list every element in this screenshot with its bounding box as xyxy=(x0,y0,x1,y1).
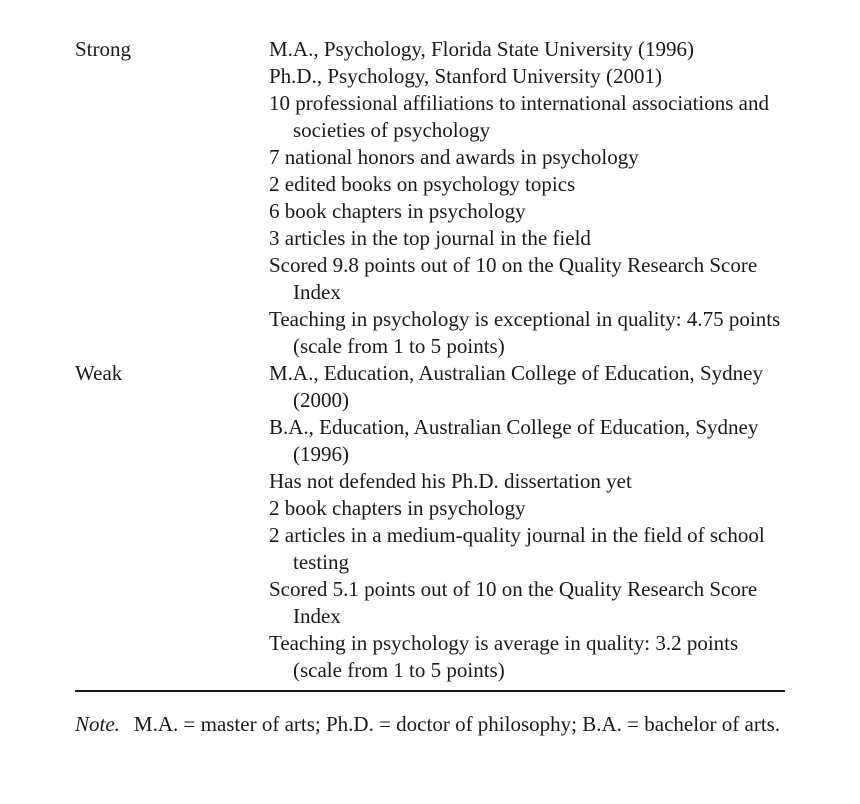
group-strong xyxy=(75,36,785,360)
list-item: 7 national honors and awards in psychology xyxy=(269,145,639,169)
note-label: Note. xyxy=(75,712,120,736)
list-item: Scored 5.1 points out of 10 on the Quality Research Score Index xyxy=(269,577,758,628)
list-item: 3 articles in the top journal in the field xyxy=(269,226,591,250)
group-label: Strong xyxy=(75,37,132,61)
list-item: M.A., Psychology, Florida State University (1996) xyxy=(269,37,695,61)
item-list xyxy=(269,36,785,360)
note-text: M.A. = master of arts; Ph.D. = doctor of philosophy; B.A. = bachelor of arts. xyxy=(133,712,781,736)
list-item: 10 professional affiliations to international associations and societies of psychology xyxy=(269,91,770,142)
group-weak xyxy=(75,360,785,684)
list-item: 2 book chapters in psychology xyxy=(269,496,526,520)
group-label: Weak xyxy=(75,361,123,385)
list-item: Teaching in psychology is average in quality: 3.2 points (scale from 1 to 5 points) xyxy=(269,631,739,682)
document-body xyxy=(75,36,785,759)
table-note xyxy=(75,711,785,738)
list-item: Scored 9.8 points out of 10 on the Quality Research Score Index xyxy=(269,253,758,304)
list-item: 6 book chapters in psychology xyxy=(269,199,526,223)
table-bottom-rule xyxy=(75,690,785,692)
list-item: 2 edited books on psychology topics xyxy=(269,172,576,196)
list-item: Has not defended his Ph.D. dissertation yet xyxy=(269,469,632,493)
list-item: B.A., Education, Australian College of Education, Sydney (1996) xyxy=(269,415,759,466)
list-item: Ph.D., Psychology, Stanford University (2001) xyxy=(269,64,662,88)
list-item: M.A., Education, Australian College of Education, Sydney (2000) xyxy=(269,361,763,412)
list-item: 2 articles in a medium-quality journal in the field of school testing xyxy=(269,523,765,574)
item-list xyxy=(269,360,785,684)
list-item: Teaching in psychology is exceptional in quality: 4.75 points (scale from 1 to 5 points) xyxy=(269,307,781,358)
